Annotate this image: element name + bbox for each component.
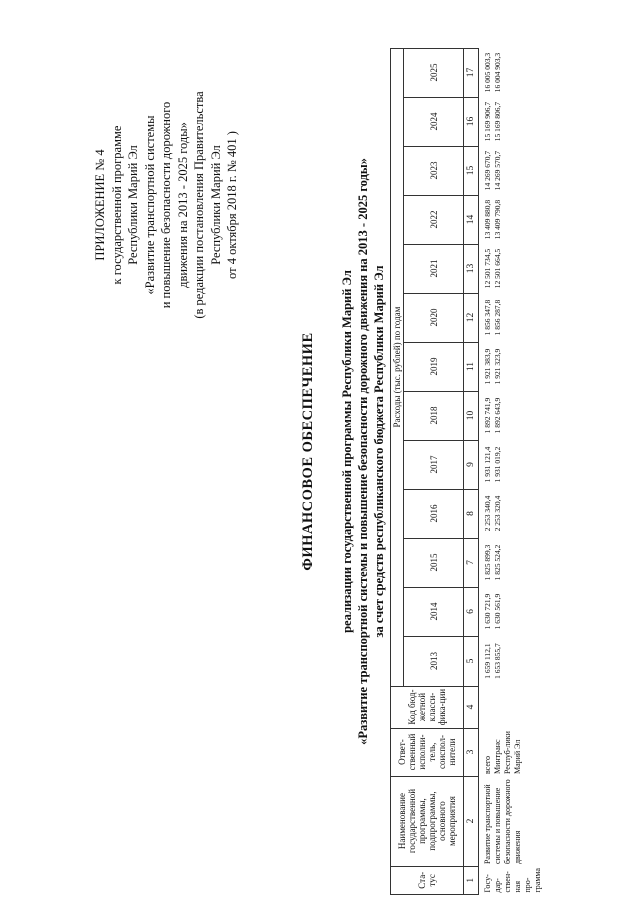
column-number: 15: [464, 146, 479, 195]
value-cell: [479, 489, 545, 538]
value-mintrans: 1 931 019,2: [493, 446, 502, 483]
row-executor: всего Минтранс Респуб-лики Марий Эл: [483, 731, 522, 775]
appendix-line: Республики Марий Эл: [126, 145, 140, 265]
value-total: 12 501 734,5: [483, 248, 492, 289]
value-cell: [479, 195, 545, 244]
value-mintrans: 1 892 643,9: [493, 397, 502, 434]
appendix-line: (в редакции постановления Правительства: [192, 91, 206, 319]
column-number: 7: [464, 538, 479, 587]
value-cell: [479, 587, 545, 636]
column-number: 2: [464, 776, 479, 866]
value-cell: [479, 538, 545, 587]
value-cell: [479, 48, 545, 97]
header-name: Наименование государственной программы, подпрограммы, основного мероприятия: [391, 776, 464, 866]
column-number: 10: [464, 391, 479, 440]
value-total: 13 409 880,8: [483, 199, 492, 240]
subtitle-line: «Развитие транспортной системы и повышение безопасности дорожного движения на 2013 - 2025 годы»: [356, 158, 370, 745]
value-cell: [479, 342, 545, 391]
column-number: 1: [464, 866, 479, 894]
row-status: Госу-дар-ствен-ная про-грамма: [483, 868, 542, 893]
value-mintrans: 15 169 806,7: [493, 101, 502, 142]
header-year: 2015: [404, 538, 464, 587]
appendix-line: к государственной программе: [109, 125, 124, 285]
header-year: 2014: [404, 587, 464, 636]
header-year: 2023: [404, 146, 464, 195]
table-row: [479, 48, 545, 894]
value-mintrans: 13 409 790,8: [493, 199, 502, 240]
appendix-line: движения на 2013 - 2025 годы»: [175, 122, 190, 288]
document-subtitle: [339, 0, 387, 903]
row-code: [479, 686, 545, 728]
header-year: 2017: [404, 440, 464, 489]
header-year: 2018: [404, 391, 464, 440]
subtitle-line: за счет средств республиканского бюджета Республики Марий Эл: [372, 265, 386, 638]
value-total: 2 253 340,4: [483, 495, 492, 532]
header-expenses: Расходы (тыс. рублей) по годам: [391, 48, 404, 686]
value-mintrans: 1 921 323,9: [493, 348, 502, 385]
value-mintrans: 2 253 320,4: [493, 495, 502, 532]
value-cell: [479, 293, 545, 342]
column-number: 8: [464, 489, 479, 538]
column-number: 13: [464, 244, 479, 293]
row-name: Развитие транспортной системы и повышение безопасности дорожного движения: [483, 779, 522, 865]
column-number: 16: [464, 97, 479, 146]
appendix-block: [92, 55, 241, 355]
value-mintrans: 1 630 561,9: [493, 593, 502, 630]
column-number: 3: [464, 728, 479, 776]
appendix-line: Республики Марий Эл: [208, 145, 223, 265]
column-number: 17: [464, 48, 479, 97]
value-cell: [479, 391, 545, 440]
value-mintrans: 14 269 570,7: [493, 150, 502, 191]
column-number: 14: [464, 195, 479, 244]
header-year: 2024: [404, 97, 464, 146]
value-total: 1 921 383,9: [483, 348, 492, 385]
value-cell: [479, 636, 545, 686]
header-year: 2019: [404, 342, 464, 391]
value-mintrans: 1 825 524,2: [493, 544, 502, 581]
appendix-line: и повышение безопасности дорожного: [159, 101, 173, 309]
document-title: ФИНАНСОВОЕ ОБЕСПЕЧЕНИЕ: [300, 332, 316, 571]
header-year: 2022: [404, 195, 464, 244]
value-total: 1 825 899,3: [483, 544, 492, 581]
appendix-line: «Развитие транспортной системы: [142, 115, 157, 295]
value-mintrans: 1 856 287,8: [493, 299, 502, 336]
value-total: 1 856 347,8: [483, 299, 492, 336]
appendix-line: ПРИЛОЖЕНИЕ № 4: [93, 149, 107, 261]
column-number: 5: [464, 636, 479, 686]
header-year: 2020: [404, 293, 464, 342]
header-executor: Ответ-ственный исполни-тель, соиспол-нители: [391, 728, 464, 776]
header-status: Ста-тус: [391, 866, 464, 894]
column-number: 11: [464, 342, 479, 391]
value-total: 16 005 003,3: [483, 52, 492, 93]
value-total: 1 630 721,9: [483, 593, 492, 630]
subtitle-line: реализации государственной программы Республики Марий Эл: [340, 270, 354, 633]
title-block: [300, 0, 387, 903]
appendix-line: от 4 октября 2018 г. № 401 ): [225, 131, 239, 279]
value-cell: [479, 244, 545, 293]
value-total: 14 269 670,7: [483, 150, 492, 191]
value-total: 1 659 112,1: [483, 643, 492, 679]
header-year: 2025: [404, 48, 464, 97]
financing-table: [390, 48, 544, 895]
value-mintrans: 12 501 664,5: [493, 248, 502, 289]
value-mintrans: 16 004 903,3: [493, 52, 502, 93]
column-number: 6: [464, 587, 479, 636]
column-number: 12: [464, 293, 479, 342]
value-mintrans: 1 653 855,7: [493, 643, 502, 679]
value-total: 1 892 741,9: [483, 397, 492, 434]
value-total: 1 931 121,4: [483, 446, 492, 483]
header-year: 2016: [404, 489, 464, 538]
value-cell: [479, 440, 545, 489]
header-year: 2013: [404, 636, 464, 686]
column-number: 9: [464, 440, 479, 489]
column-number: 4: [464, 686, 479, 728]
header-code: Код бюд-жетной класси-фика-ции: [391, 686, 464, 728]
value-cell: [479, 146, 545, 195]
value-total: 15 169 906,7: [483, 101, 492, 142]
header-year: 2021: [404, 244, 464, 293]
value-cell: [479, 97, 545, 146]
